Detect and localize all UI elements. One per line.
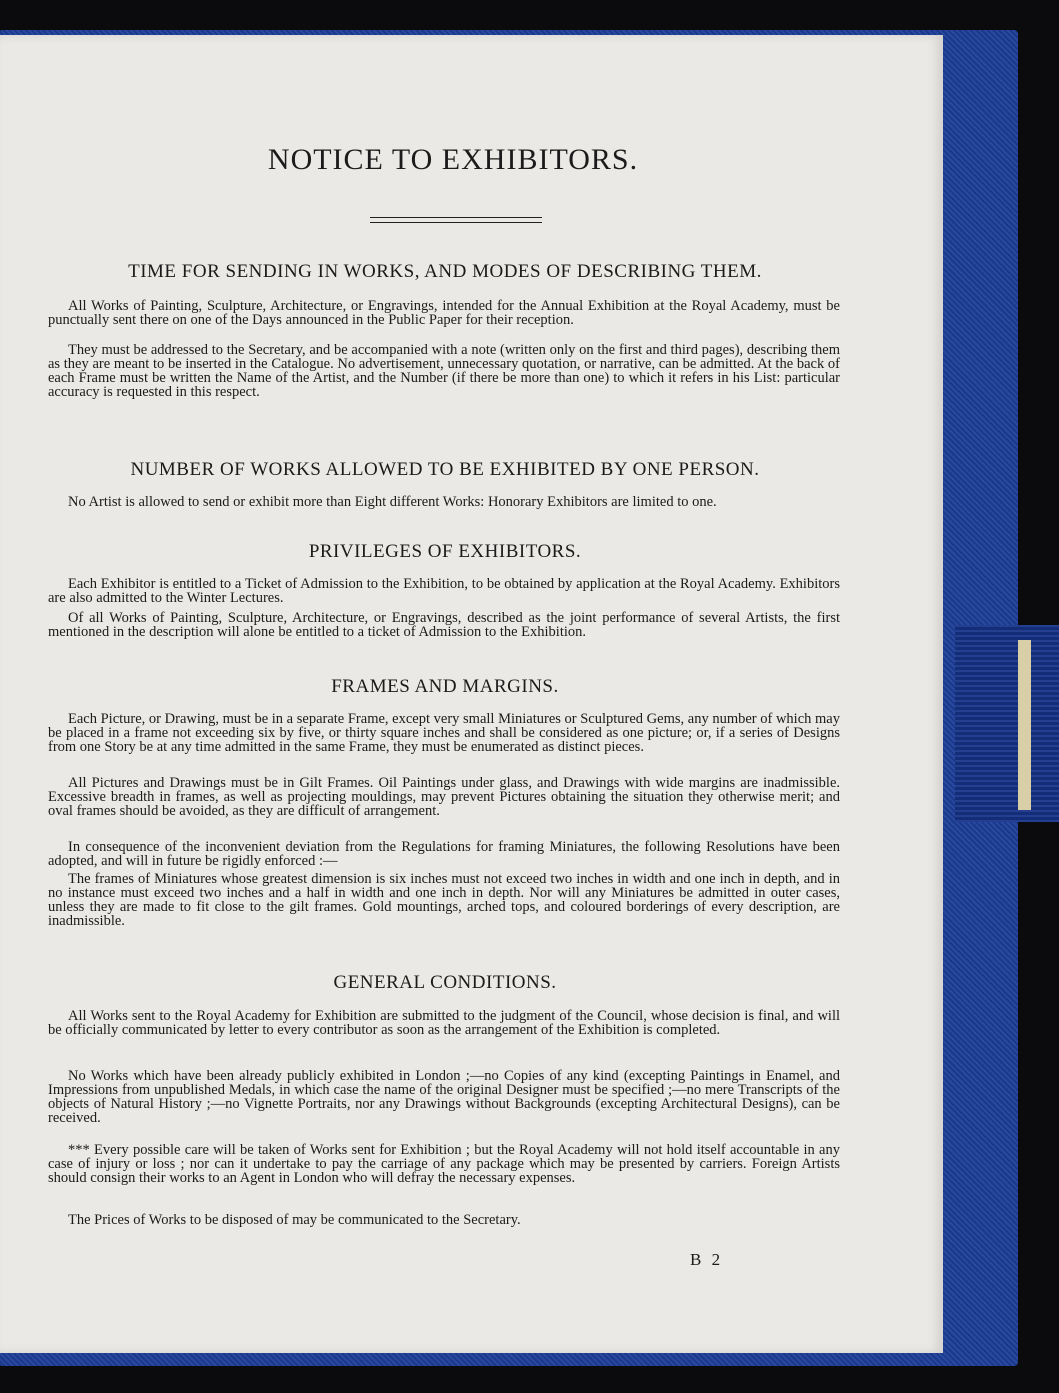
paragraph: All Pictures and Drawings must be in Gilt Frames. Oil Paintings under glass, and Drawings with wide margins are inadmissible. Excessive breadth in frames, as well as projecting mouldings, may prevent Pictures obtaining the situation they otherwise merit; and oval frames should be avoided, as they are difficult of arrangement. (48, 775, 840, 819)
bookmark-ribbon-tip (1018, 640, 1031, 810)
paragraph: Each Picture, or Drawing, must be in a separate Frame, except very small Miniatures or Sculptured Gems, any number of which may be placed in a frame not exceeding six by five, or thirty square inches and shall be considered as one picture; or, if a series of Designs from one Story be at any time admitted in the same Frame, they must be enumerated as distinct pieces. (48, 711, 840, 755)
paragraph: In consequence of the inconvenient deviation from the Regulations for framing Miniatures, the following Resolutions have been adopted, and will in future be rigidly enforced :— (48, 839, 840, 869)
title-rule-bottom (370, 222, 542, 223)
section-heading-frames: FRAMES AND MARGINS. (331, 676, 559, 697)
paragraph: The Prices of Works to be disposed of may be communicated to the Secretary. (68, 1212, 521, 1228)
paragraph: Of all Works of Painting, Sculpture, Architecture, or Engravings, described as the joint performance of several Artists, the first mentioned in the description will alone be entitled to a ticket of Admission to the Exhibition. (48, 610, 840, 640)
page-number: B 2 (690, 1250, 724, 1269)
bookmark-ribbon (955, 625, 1059, 822)
section-heading-number-of-works: NUMBER OF WORKS ALLOWED TO BE EXHIBITED BY ONE PERSON. (130, 459, 760, 480)
paragraph: They must be addressed to the Secretary, and be accompanied with a note (written only on the first and third pages), describing them as they are meant to be inserted in the Catalogue. No advertisement, unnecessary quotation, or narrative, can be admitted. At the back of each Frame must be written the Name of the Artist, and the Number (if there be more than one) to which it refers in his List: particular accuracy is requested in this respect. (48, 342, 840, 400)
section-heading-general-conditions: GENERAL CONDITIONS. (333, 972, 557, 993)
title-rule-top (370, 217, 542, 218)
paragraph: All Works of Painting, Sculpture, Architecture, or Engravings, intended for the Annual Exhibition at the Royal Academy, must be punctually sent there on one of the Days announced in the Public Paper for their reception. (48, 298, 840, 328)
paragraph: All Works sent to the Royal Academy for Exhibition are submitted to the judgment of the Council, whose decision is final, and will be officially communicated by letter to every contributor as soon as the arrangement of the Exhibition is completed. (48, 1008, 840, 1038)
paragraph: No Works which have been already publicly exhibited in London ;—no Copies of any kind (excepting Paintings in Enamel, and Impressions from unpublished Medals, in which case the name of the original Designer must be specified ;—no mere Transcripts of the objects of Natural History ;—no Vignette Portraits, nor any Drawings without Backgrounds (excepting Architectural Designs), can be received. (48, 1068, 840, 1126)
paragraph: The frames of Miniatures whose greatest dimension is six inches must not exceed two inches in width and one inch in depth, and in no instance must exceed two inches and a half in width and one inch in depth. Nor will any Miniatures be admitted in outer cases, unless they are made to fit close to the gilt frames. Gold mountings, arched tops, and coloured borderings of every description, are inadmissible. (48, 871, 840, 929)
paragraph: Each Exhibitor is entitled to a Ticket of Admission to the Exhibition, to be obtained by application at the Royal Academy. Exhibitors are also admitted to the Winter Lectures. (48, 576, 840, 606)
page-title: NOTICE TO EXHIBITORS. (267, 143, 639, 176)
paragraph: No Artist is allowed to send or exhibit more than Eight different Works: Honorary Exhibitors are limited to one. (68, 494, 717, 510)
document-page (0, 35, 943, 1353)
paragraph: *** Every possible care will be taken of Works sent for Exhibition ; but the Royal Academy will not hold itself accountable in any case of injury or loss ; nor can it undertake to pay the carriage of any package which may be presented by carriers. Foreign Artists should consign their works to an Agent in London who will defray the necessary expenses. (48, 1142, 840, 1186)
section-heading-sending-works: TIME FOR SENDING IN WORKS, AND MODES OF DESCRIBING THEM. (128, 261, 762, 282)
section-heading-privileges: PRIVILEGES OF EXHIBITORS. (308, 541, 582, 562)
